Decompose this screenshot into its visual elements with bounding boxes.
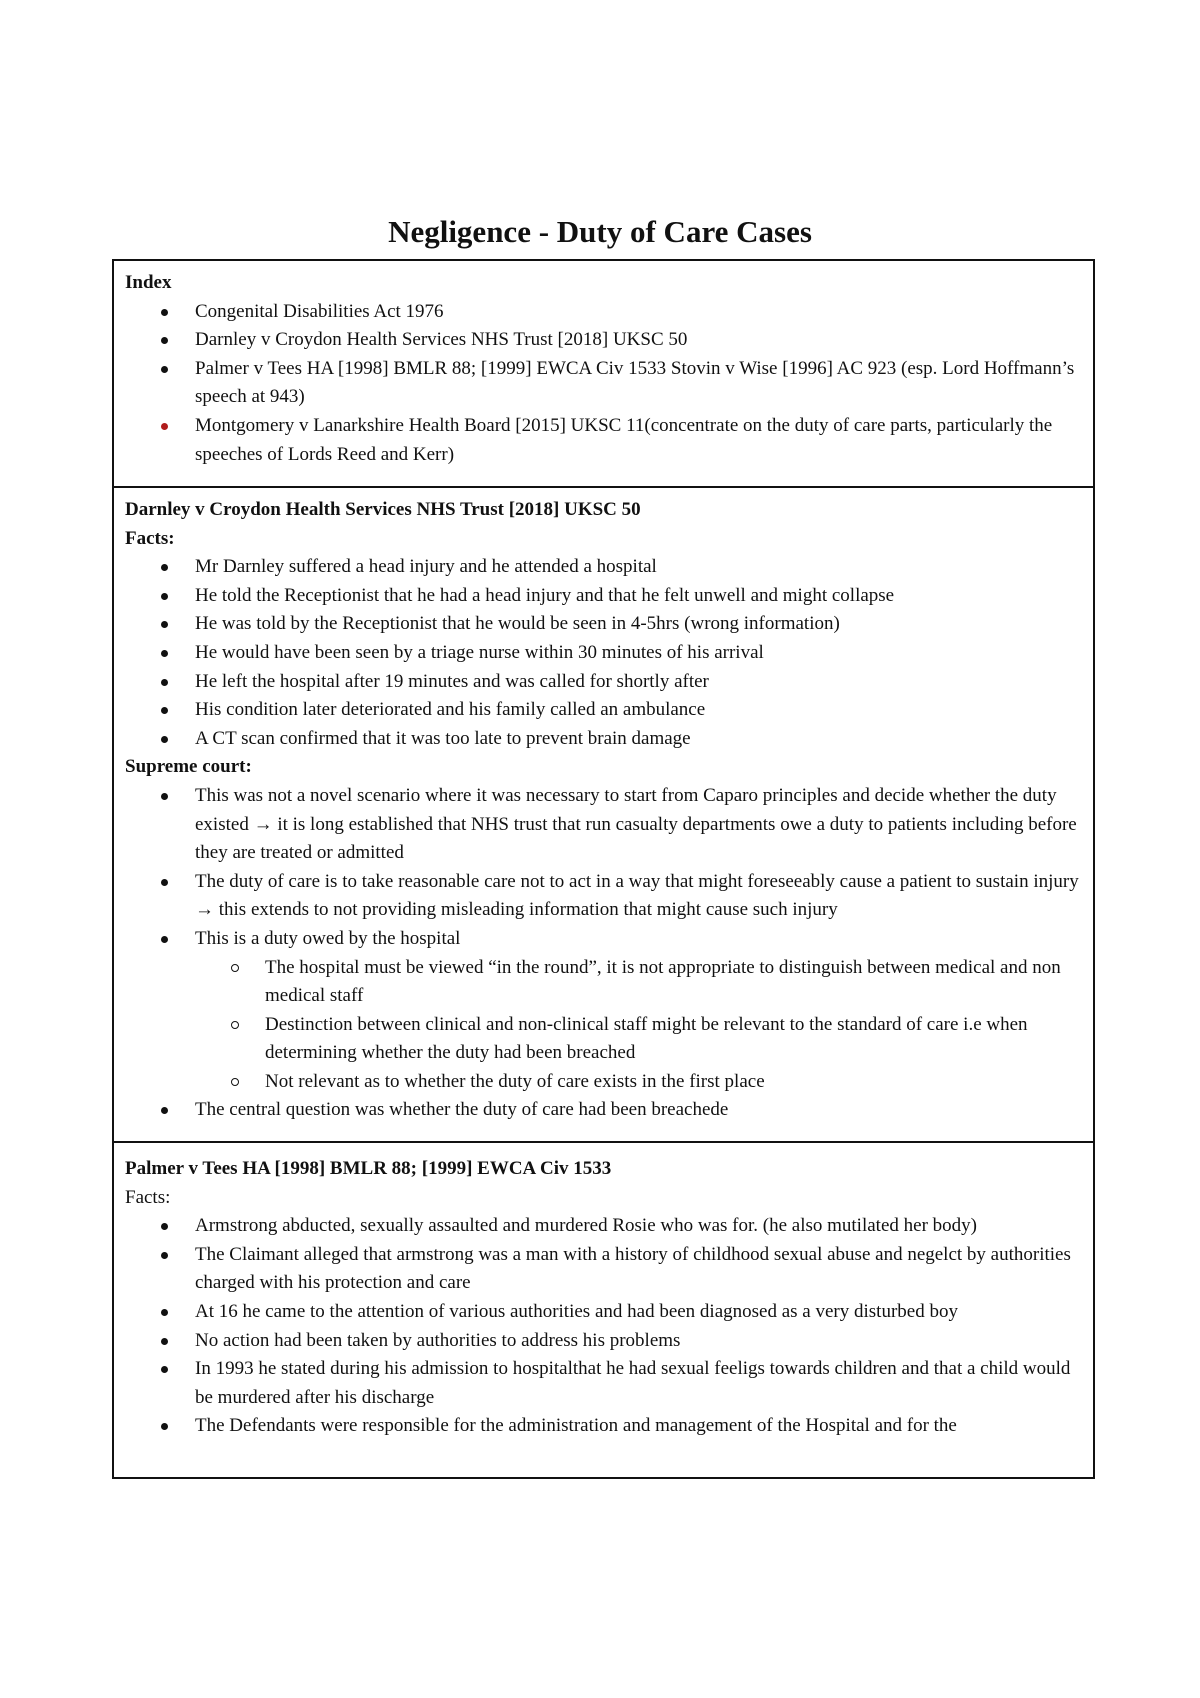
darnley-section [114, 486, 1093, 1141]
supreme-court-label: Supreme court: [125, 756, 252, 778]
fact-item: The Defendants were responsible for the administration and management of the Hospital and for the [125, 1412, 1083, 1441]
fact-item: At 16 he came to the attention of various authorities and had been diagnosed as a very disturbed boy [125, 1298, 1083, 1327]
fact-item: Mr Darnley suffered a head injury and he attended a hospital [125, 553, 1083, 582]
index-list [125, 298, 1083, 470]
fact-item: He left the hospital after 19 minutes and was called for shortly after [125, 668, 1083, 697]
court-point: The central question was whether the duty of care had been breachede [125, 1096, 1083, 1125]
palmer-heading: Palmer v Tees HA [1998] BMLR 88; [1999] EWCA Civ 1533 [125, 1158, 612, 1179]
palmer-section [114, 1141, 1093, 1477]
court-point: This was not a novel scenario where it was necessary to start from Caparo principles and decide whether the duty existed → it is long established that NHS trust that run casualty departments owe a duty to patients including before they are treated or admitted [125, 782, 1083, 868]
fact-item: His condition later deteriorated and his family called an ambulance [125, 696, 1083, 725]
court-sub-point: Not relevant as to whether the duty of care exists in the first place [125, 1068, 1083, 1097]
index-section [114, 261, 1093, 486]
fact-item: In 1993 he stated during his admission to hospitalthat he had sexual feeligs towards children and that a child would be murdered after his discharge [125, 1355, 1083, 1412]
court-final-list [125, 1096, 1083, 1125]
court-point: This is a duty owed by the hospital [125, 925, 1083, 954]
court-points-list [125, 782, 1083, 954]
fact-item: Armstrong abducted, sexually assaulted and murdered Rosie who was for. (he also mutilated her body) [125, 1212, 1083, 1241]
darnley-facts-list [125, 553, 1083, 753]
palmer-facts-label: Facts: [125, 1186, 171, 1208]
index-item: Montgomery v Lanarkshire Health Board [2015] UKSC 11(concentrate on the duty of care parts, particularly the speeches of Lords Reed and Kerr) [125, 412, 1083, 469]
document-title: Negligence - Duty of Care Cases [388, 214, 812, 249]
fact-item: He was told by the Receptionist that he would be seen in 4-5hrs (wrong information) [125, 610, 1083, 639]
index-item: Congenital Disabilities Act 1976 [125, 298, 1083, 327]
fact-item: No action had been taken by authorities to address his problems [125, 1327, 1083, 1356]
fact-item: The Claimant alleged that armstrong was a man with a history of childhood sexual abuse and negelct by authorities charged with his protection and care [125, 1241, 1083, 1298]
court-sub-point: The hospital must be viewed “in the round”, it is not appropriate to distinguish between medical and non medical staff [125, 954, 1083, 1011]
fact-item: He told the Receptionist that he had a head injury and that he felt unwell and might collapse [125, 582, 1083, 611]
darnley-heading: Darnley v Croydon Health Services NHS Trust [2018] UKSC 50 [125, 499, 641, 520]
index-heading: Index [125, 272, 172, 293]
court-sub-point: Destinction between clinical and non-clinical staff might be relevant to the standard of care i.e when determining whether the duty had been breached [125, 1011, 1083, 1068]
index-item: Darnley v Croydon Health Services NHS Trust [2018] UKSC 50 [125, 326, 1083, 355]
palmer-facts-list [125, 1212, 1083, 1441]
fact-item: He would have been seen by a triage nurse within 30 minutes of his arrival [125, 639, 1083, 668]
fact-item: A CT scan confirmed that it was too late to prevent brain damage [125, 725, 1083, 754]
index-item: Palmer v Tees HA [1998] BMLR 88; [1999] EWCA Civ 1533 Stovin v Wise [1996] AC 923 (esp. Lord Hoffmann’s speech at 943) [125, 355, 1083, 412]
darnley-facts-label: Facts: [125, 527, 175, 549]
case-notes-table [112, 259, 1095, 1479]
court-point: The duty of care is to take reasonable care not to act in a way that might foreseeably cause a patient to sustain injury → this extends to not providing misleading information that might cause such injury [125, 868, 1083, 925]
court-sub-points-list [125, 954, 1083, 1097]
